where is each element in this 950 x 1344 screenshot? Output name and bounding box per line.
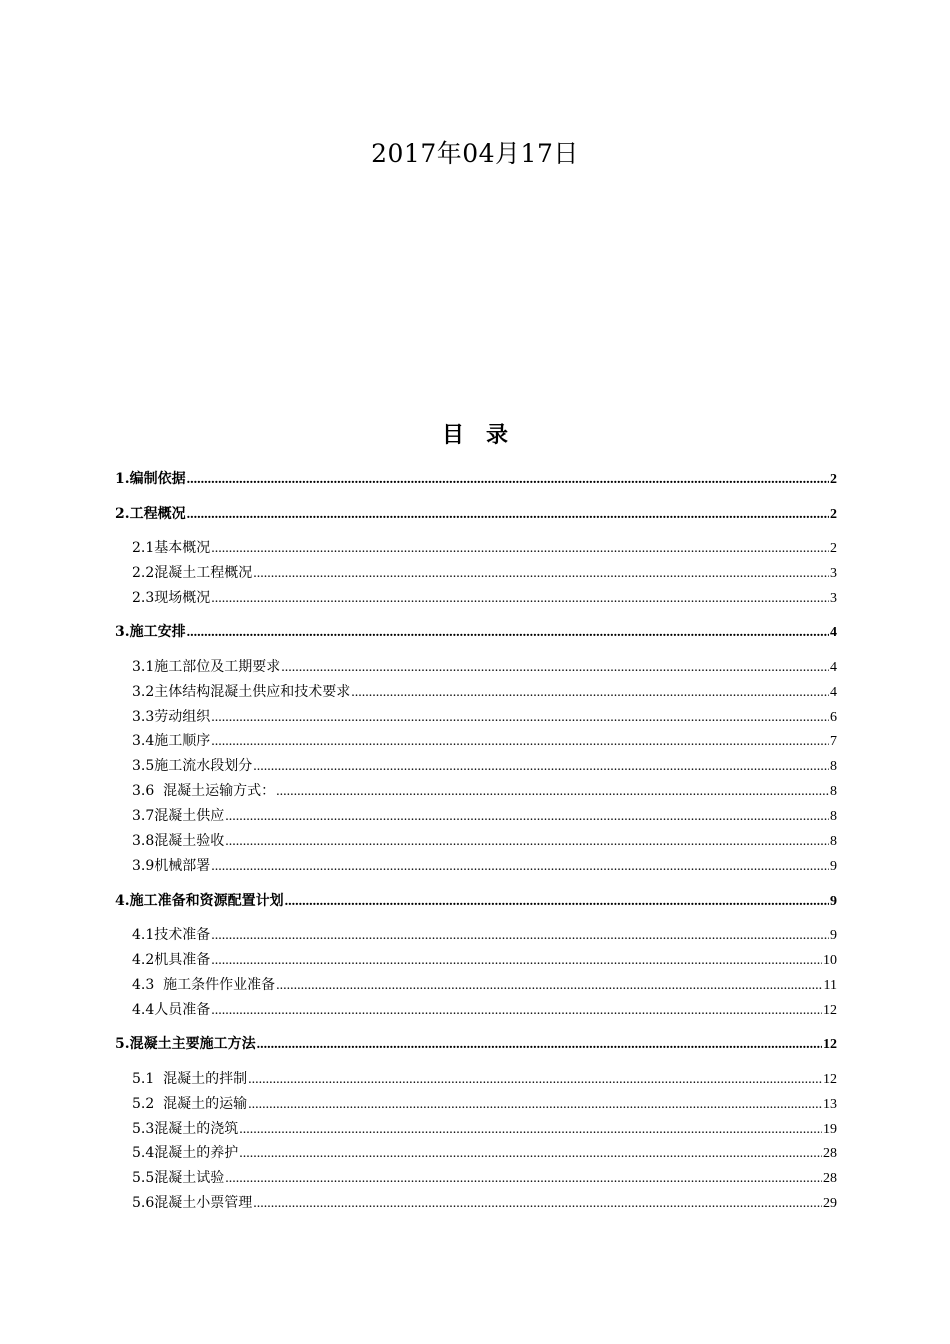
toc-entry[interactable] xyxy=(132,974,837,996)
toc-entry[interactable] xyxy=(132,949,837,971)
toc-entry-page: 8 xyxy=(830,784,837,799)
toc-entry-label: 5.3混凝土的浇筑 xyxy=(132,1121,239,1137)
toc-entry-page: 4 xyxy=(830,685,837,700)
toc-dot-leader xyxy=(239,1143,822,1165)
toc-entry-page: 9 xyxy=(830,894,837,909)
toc-dot-leader xyxy=(351,682,829,704)
toc-entry-label: 3.8混凝土验收 xyxy=(132,833,225,849)
toc-entry[interactable] xyxy=(132,562,837,584)
toc-entry-page: 9 xyxy=(830,859,837,874)
toc-entry-label: 5.2 混凝土的运输 xyxy=(132,1096,248,1112)
toc-entry[interactable] xyxy=(132,755,837,777)
toc-dot-leader xyxy=(257,1034,822,1056)
toc-entry-page: 28 xyxy=(823,1146,837,1161)
toc-entry-label: 5.5混凝土试验 xyxy=(132,1170,225,1186)
toc-entry-page: 2 xyxy=(830,472,837,487)
toc-entry-page: 12 xyxy=(823,1037,837,1052)
toc-entry[interactable] xyxy=(132,681,837,703)
toc-entry-label: 4.4人员准备 xyxy=(132,1002,211,1018)
toc-entry-label: 5.4混凝土的养护 xyxy=(132,1145,239,1161)
toc-entry-label: 4.2机具准备 xyxy=(132,952,211,968)
toc-entry[interactable] xyxy=(132,924,837,946)
toc-entry-label: 3.3劳动组织 xyxy=(132,709,211,725)
toc-entry-page: 7 xyxy=(830,734,837,749)
toc-dot-leader xyxy=(248,1069,822,1091)
toc-dot-leader xyxy=(253,1193,822,1215)
toc-entry[interactable] xyxy=(132,656,837,678)
toc-entry-page: 28 xyxy=(823,1171,837,1186)
toc-dot-leader xyxy=(211,707,829,729)
toc-entry[interactable] xyxy=(132,805,837,827)
toc-entry[interactable] xyxy=(132,706,837,728)
toc-entry[interactable] xyxy=(115,890,837,912)
toc-entry[interactable] xyxy=(132,1118,837,1140)
toc-dot-leader xyxy=(253,756,829,778)
cover-date: 2017年04月17日 xyxy=(371,139,579,168)
toc-entry-label: 3.6 混凝土运输方式： xyxy=(132,783,276,799)
toc-entry-page: 19 xyxy=(823,1122,837,1137)
toc-entry[interactable] xyxy=(115,503,837,525)
toc-dot-leader xyxy=(239,1119,822,1141)
toc-dot-leader xyxy=(211,588,829,610)
toc-dot-leader xyxy=(211,925,829,947)
toc-entry-page: 11 xyxy=(823,978,837,993)
toc-entry-page: 2 xyxy=(830,541,837,556)
toc-entry-page: 9 xyxy=(830,928,837,943)
toc-entry-label: 3.1施工部位及工期要求 xyxy=(132,659,281,675)
toc-dot-leader xyxy=(285,891,829,913)
toc-entry-page: 6 xyxy=(830,710,837,725)
toc-entry[interactable] xyxy=(132,1068,837,1090)
toc-dot-leader xyxy=(225,806,829,828)
toc-entry[interactable] xyxy=(132,855,837,877)
toc-entry-label: 3.施工安排 xyxy=(115,624,186,640)
toc-title: 目录 xyxy=(441,422,530,448)
toc-entry[interactable] xyxy=(132,1192,837,1214)
toc-entry[interactable] xyxy=(115,468,837,490)
toc-entry[interactable] xyxy=(132,1093,837,1115)
toc-entry-page: 4 xyxy=(830,660,837,675)
toc-entry-label: 2.工程概况 xyxy=(115,506,186,522)
toc-entry-label: 5.1 混凝土的拌制 xyxy=(132,1071,248,1087)
toc-entry-label: 3.2主体结构混凝土供应和技术要求 xyxy=(132,684,351,700)
toc-entry-label: 4.1技术准备 xyxy=(132,927,211,943)
toc-dot-leader xyxy=(211,856,829,878)
toc-dot-leader xyxy=(253,563,829,585)
toc-entry-page: 13 xyxy=(823,1097,837,1112)
toc-entry-label: 4.施工准备和资源配置计划 xyxy=(115,893,284,909)
toc-entry[interactable] xyxy=(115,621,837,643)
toc-entry-label: 3.5施工流水段划分 xyxy=(132,758,253,774)
toc-dot-leader xyxy=(276,975,822,997)
toc-dot-leader xyxy=(187,622,829,644)
toc-entry-page: 8 xyxy=(830,834,837,849)
toc-dot-leader xyxy=(211,731,829,753)
toc-entry-page: 12 xyxy=(823,1072,837,1087)
toc-entry-page: 3 xyxy=(830,566,837,581)
toc-entry-label: 5.6混凝土小票管理 xyxy=(132,1195,253,1211)
toc-dot-leader xyxy=(187,469,829,491)
toc-entry-label: 2.2混凝土工程概况 xyxy=(132,565,253,581)
toc-entry[interactable] xyxy=(132,1167,837,1189)
toc-entry-label: 4.3 施工条件作业准备 xyxy=(132,977,276,993)
toc-dot-leader xyxy=(281,657,829,679)
toc-entry-label: 2.1基本概况 xyxy=(132,540,211,556)
toc-entry-page: 4 xyxy=(830,625,837,640)
toc-entry-page: 29 xyxy=(823,1196,837,1211)
toc-dot-leader xyxy=(276,781,829,803)
toc-entry[interactable] xyxy=(132,587,837,609)
toc-entry-page: 8 xyxy=(830,809,837,824)
toc-entry-label: 3.7混凝土供应 xyxy=(132,808,225,824)
toc-entry[interactable] xyxy=(132,537,837,559)
toc-entry[interactable] xyxy=(132,1142,837,1164)
toc-dot-leader xyxy=(211,1000,822,1022)
toc-entry[interactable] xyxy=(132,830,837,852)
toc-entry-label: 3.9机械部署 xyxy=(132,858,211,874)
toc-entry-label: 3.4施工顺序 xyxy=(132,733,211,749)
toc-dot-leader xyxy=(187,504,829,526)
toc-dot-leader xyxy=(211,950,822,972)
toc-entry[interactable] xyxy=(132,730,837,752)
toc-dot-leader xyxy=(225,831,829,853)
toc-dot-leader xyxy=(248,1094,822,1116)
toc-entry[interactable] xyxy=(132,999,837,1021)
toc-dot-leader xyxy=(225,1168,822,1190)
toc-dot-leader xyxy=(211,538,829,560)
toc-entry-label: 1.编制依据 xyxy=(115,471,186,487)
toc-entry-page: 3 xyxy=(830,591,837,606)
toc-entry-label: 2.3现场概况 xyxy=(132,590,211,606)
toc-entry-page: 8 xyxy=(830,759,837,774)
toc-entry-page: 10 xyxy=(823,953,837,968)
toc-entry-page: 2 xyxy=(830,507,837,522)
toc-entry[interactable] xyxy=(132,780,837,802)
toc-entry[interactable] xyxy=(115,1033,837,1055)
toc-entry-label: 5.混凝土主要施工方法 xyxy=(115,1036,256,1052)
toc-entry-page: 12 xyxy=(823,1003,837,1018)
